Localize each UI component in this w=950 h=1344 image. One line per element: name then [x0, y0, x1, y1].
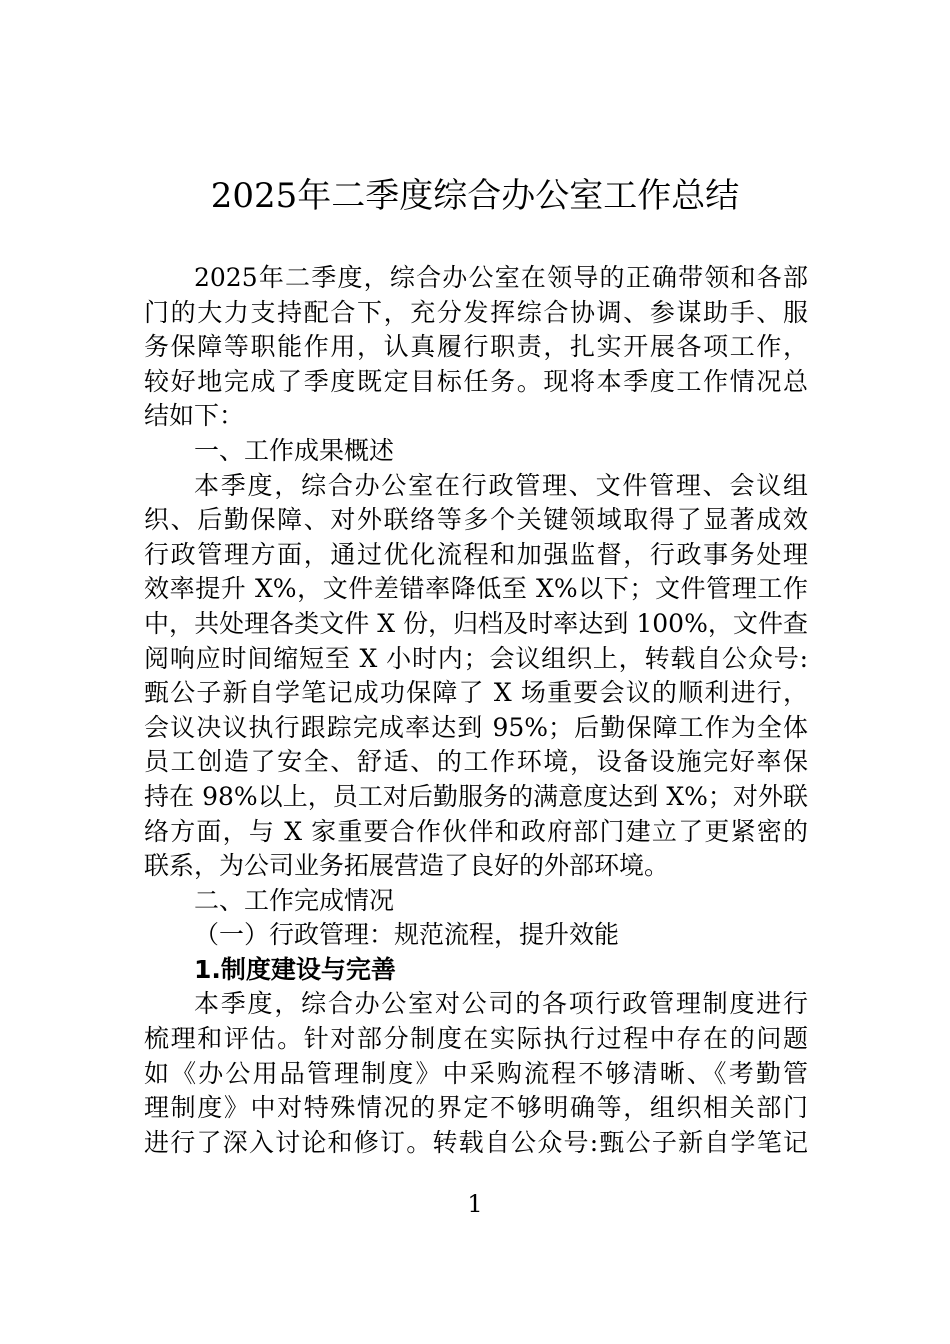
document-title: 2025年二季度综合办公室工作总结	[210, 176, 740, 216]
sub-subsection-heading: 1.制度建设与完善	[194, 954, 396, 984]
paragraph-line: 员工创造了安全、舒适、的工作环境，设备设施完好率保	[144, 747, 808, 777]
paragraph-line: 2025年二季度，综合办公室在领导的正确带领和各部	[194, 263, 808, 292]
paragraph-line: 织、后勤保障、对外联络等多个关键领域取得了显著成效	[144, 505, 808, 535]
paragraph-line: 门的大力支持配合下，充分发挥综合协调、参谋助手、服	[144, 297, 808, 327]
paragraph-line: 效率提升 X%，文件差错率降低至 X%以下；文件管理工作	[144, 574, 808, 604]
paragraph-line: 络方面，与 X 家重要合作伙伴和政府部门建立了更紧密的	[144, 816, 808, 846]
paragraph-line: 甄公子新自学笔记成功保障了 X 场重要会议的顺利进行，	[144, 678, 808, 708]
paragraph-line: 阅响应时间缩短至 X 小时内；会议组织上，转载自公众号:	[144, 643, 808, 673]
paragraph-line: 较好地完成了季度既定目标任务。现将本季度工作情况总	[144, 366, 808, 396]
paragraph-line: 本季度，综合办公室在行政管理、文件管理、会议组	[194, 470, 808, 500]
paragraph-line: 梳理和评估。针对部分制度在实际执行过程中存在的问题	[144, 1024, 808, 1054]
paragraph-line: 中，共处理各类文件 X 份，归档及时率达到 100%，文件查	[144, 608, 808, 638]
document-body	[144, 261, 808, 1160]
subsection-heading: （一）行政管理：规范流程，提升效能	[194, 920, 620, 950]
section-heading: 一、工作成果概述	[194, 435, 395, 465]
paragraph-line: 持在 98%以上，员工对后勤服务的满意度达到 X%；对外联	[144, 781, 808, 811]
paragraph-line: 会议决议执行跟踪完成率达到 95%；后勤保障工作为全体	[144, 712, 808, 742]
paragraph-line: 如《办公用品管理制度》中采购流程不够清晰、《考勤管	[144, 1058, 808, 1088]
section-heading: 二、工作完成情况	[194, 885, 395, 915]
page-number: 1	[467, 1190, 483, 1218]
paragraph-line: 联系，为公司业务拓展营造了良好的外部环境。	[144, 851, 670, 881]
paragraph-line: 进行了深入讨论和修订。转载自公众号:甄公子新自学笔记	[144, 1127, 808, 1157]
paragraph-line: 理制度》中对特殊情况的界定不够明确等，组织相关部门	[144, 1093, 808, 1123]
paragraph-line: 行政管理方面，通过优化流程和加强监督，行政事务处理	[144, 539, 808, 569]
paragraph-line: 务保障等职能作用，认真履行职责，扎实开展各项工作，	[144, 332, 808, 362]
paragraph-line: 本季度，综合办公室对公司的各项行政管理制度进行	[194, 989, 808, 1019]
paragraph-line: 结如下：	[144, 401, 245, 431]
